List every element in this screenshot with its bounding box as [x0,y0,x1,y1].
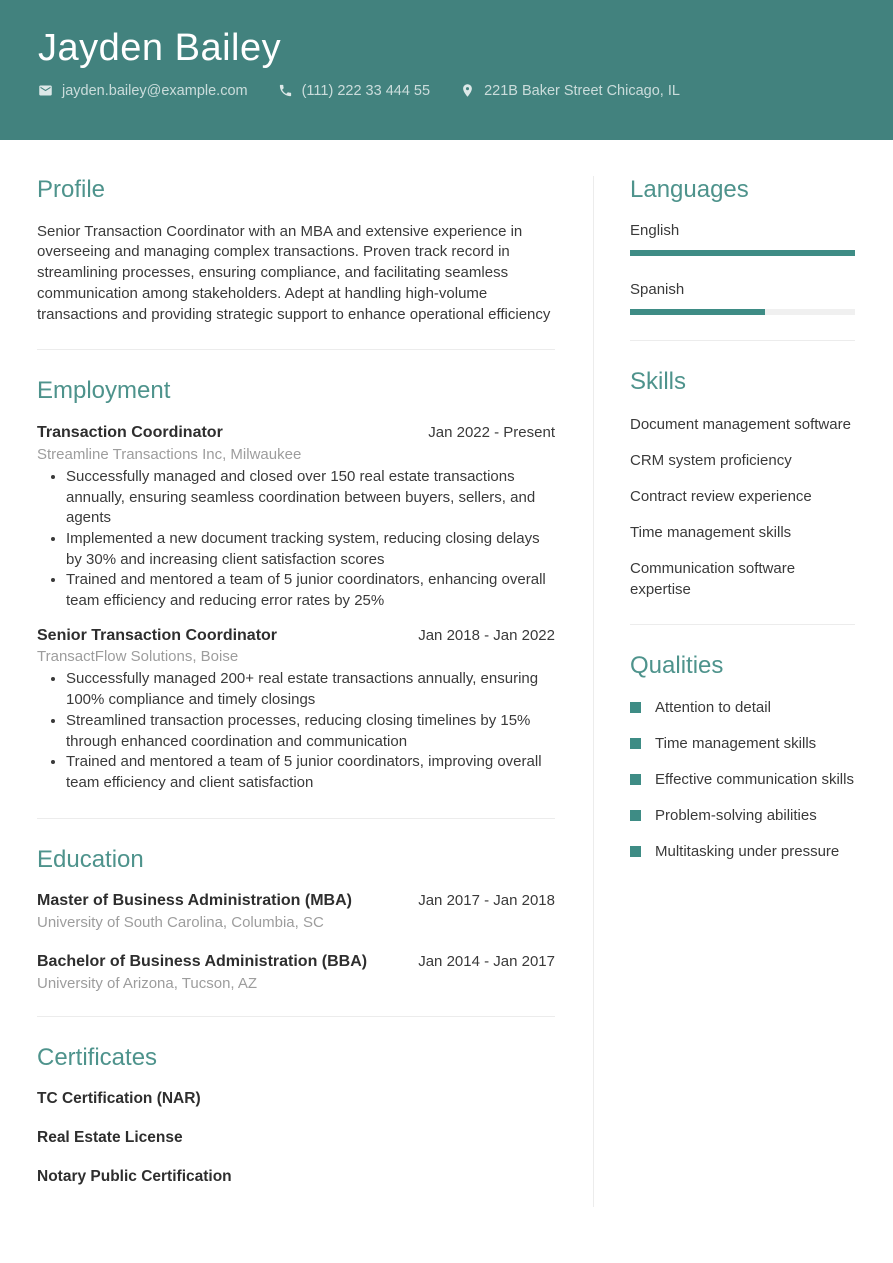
languages-title: Languages [630,176,749,203]
language-item [630,281,855,315]
certificates-title: Certificates [37,1043,158,1071]
square-bullet-icon [630,774,641,785]
degree-dates: Jan 2017 - Jan 2018 [418,892,555,910]
person-name: Jayden Bailey [38,27,282,69]
language-level-bar [630,250,855,256]
job-title: Transaction Coordinator [37,424,223,442]
employment-title: Employment [37,377,171,405]
qualities-title: Qualities [630,651,724,679]
square-bullet-icon [630,810,641,821]
skill-item: CRM system proficiency [630,451,792,469]
employment-entry [37,626,555,794]
side-column [630,176,855,1207]
education-entry [37,891,555,931]
degree-dates: Jan 2014 - Jan 2017 [418,953,555,971]
language-name: Spanish [630,280,685,298]
section-employment [37,377,555,793]
contact-phone [278,83,430,99]
bullet-item: • Successfully managed 200+ real estate transactions annually, ensuring 100% compliance and timely closings [66,669,555,710]
divider [37,1016,555,1017]
profile-text: Senior Transaction Coordinator with an MBA and extensive experience in overseeing and managing complex transactions. Proven track record in streamlining processes, ensuring compliance, and facilitating seamless communication among stakeholders. Adept at handling high-volume transactions and providing strategic support to enhance operational efficiency [37,222,551,323]
bullet-item: • Successfully managed and closed over 150 real estate transactions annually, ensuring seamless coordination between buyers, sellers, and agents [66,467,555,529]
job-company: Streamline Transactions Inc, Milwaukee [37,445,302,463]
school-name: University of South Carolina, Columbia, SC [37,914,324,932]
quality-label: Attention to detail [655,699,771,717]
phone-text: (111) 222 33 444 55 [301,82,431,99]
location-icon [460,83,475,98]
section-skills [630,368,855,600]
degree-title: Master of Business Administration (MBA) [37,892,352,910]
certificate-item: TC Certification (NAR) [37,1089,201,1107]
profile-title: Profile [37,176,106,203]
quality-label: Time management skills [655,735,817,753]
main-column [37,176,555,1207]
education-entry [37,952,555,992]
language-item [630,222,855,256]
employment-entry [37,423,555,612]
skill-item: Contract review experience [630,487,812,505]
language-level-fill [630,250,855,256]
square-bullet-icon [630,846,641,857]
language-name: English [630,221,680,239]
column-divider [593,176,594,1207]
quality-item [630,841,855,862]
square-bullet-icon [630,738,641,749]
section-qualities [630,652,855,863]
header [0,0,893,140]
contact-email [38,83,248,99]
skill-item: Time management skills [630,523,792,541]
contact-address [460,83,680,99]
quality-label: Problem-solving abilities [655,807,817,825]
divider [37,818,555,819]
section-education [37,846,555,992]
divider [630,624,855,625]
bullet-item: • Streamlined transaction processes, reducing closing timelines by 15% through enhanced coordination and communication [66,711,555,752]
job-dates: Jan 2022 - Present [428,424,555,442]
job-bullets [37,669,555,793]
mail-icon [38,83,53,98]
skill-item: Document management software [630,415,851,433]
divider [37,349,555,350]
language-level-bar [630,309,855,315]
job-company: TransactFlow Solutions, Boise [37,648,239,666]
skills-title: Skills [630,367,687,395]
phone-icon [278,83,293,98]
bullet-item: • Trained and mentored a team of 5 junior coordinators, improving overall team efficiency and client satisfaction [66,752,555,793]
email-text: jayden.bailey@example.com [62,82,248,99]
body [0,140,893,1237]
square-bullet-icon [630,702,641,713]
quality-item [630,805,855,826]
entry-header [37,891,555,912]
quality-label: Multitasking under pressure [655,843,840,861]
language-level-fill [630,309,765,315]
job-dates: Jan 2018 - Jan 2022 [418,626,555,644]
bullet-item: • Implemented a new document tracking system, reducing closing delays by 30% and increasing client satisfaction scores [66,529,555,570]
quality-item [630,733,855,754]
skill-item: Communication software expertise [630,559,796,598]
job-bullets [37,467,555,612]
bullet-item: • Trained and mentored a team of 5 junior coordinators, enhancing overall team efficiency and reducing error rates by 25% [66,570,555,611]
section-profile [37,176,555,325]
degree-title: Bachelor of Business Administration (BBA) [37,953,368,971]
quality-item [630,697,855,718]
entry-header [37,952,555,973]
contact-row [38,83,855,99]
school-name: University of Arizona, Tucson, AZ [37,974,258,992]
address-text: 221B Baker Street Chicago, IL [484,82,680,99]
job-title: Senior Transaction Coordinator [37,626,278,644]
certificate-item: Real Estate License [37,1128,183,1146]
section-certificates [37,1044,555,1186]
quality-label: Effective communication skills [655,771,854,789]
quality-item [630,769,855,790]
section-languages [630,176,855,315]
divider [630,340,855,341]
education-title: Education [37,845,144,873]
entry-header [37,423,555,444]
entry-header [37,626,555,647]
certificate-item: Notary Public Certification [37,1167,232,1185]
